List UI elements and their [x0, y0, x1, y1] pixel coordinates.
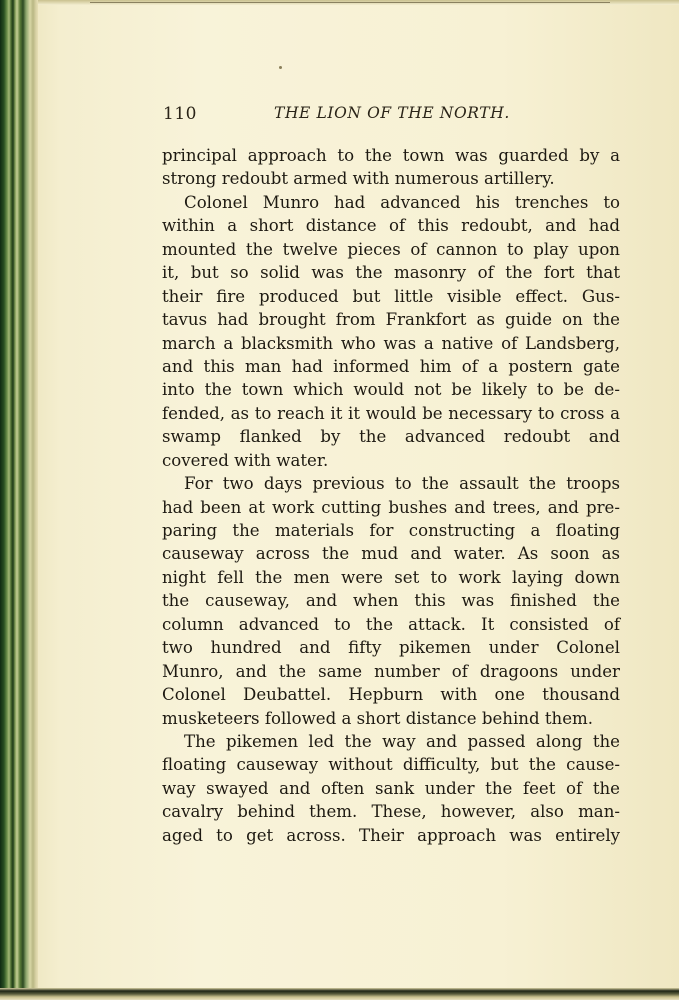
paper-speck [279, 66, 282, 69]
page-number: 110 [163, 104, 197, 124]
running-title: THE LION OF THE NORTH. [274, 104, 510, 122]
text-line: For two days previous to the assault the troops [184, 474, 620, 494]
text-line: their fire produced but little visible effect. Gus- [162, 286, 620, 306]
text-line: floating causeway without difficulty, but the cause- [162, 755, 620, 775]
text-line: principal approach to the town was guarded by a [162, 146, 620, 165]
page-top-rule [90, 2, 610, 3]
text-line: within a short distance of this redoubt, and had [162, 216, 620, 236]
page-bottom-edge [0, 988, 679, 1000]
text-line: it, but so solid was the masonry of the fort that [162, 263, 620, 283]
body-text [162, 144, 620, 847]
text-line: two hundred and fifty pikemen under Colonel [162, 638, 620, 658]
text-line: causeway across the mud and water. As soon as [162, 544, 620, 564]
text-line: Colonel Munro had advanced his trenches to [184, 192, 620, 212]
text-line: musketeers followed a short distance behind them. [162, 708, 594, 728]
text-line: aged to get across. Their approach was entirely [162, 825, 620, 845]
running-head [163, 104, 618, 128]
text-line: march a blacksmith who was a native of Landsberg, [162, 333, 620, 353]
text-line: tavus had brought from Frankfort as guide on the [162, 310, 620, 330]
text-line: mounted the twelve pieces of cannon to play upon [162, 239, 620, 259]
text-line: The pikemen led the way and passed along the [184, 731, 620, 751]
text-line: and this man had informed him of a postern gate [162, 356, 620, 376]
text-line: night fell the men were set to work laying down [162, 567, 620, 587]
text-line: Colonel Deubattel. Hepburn with one thousand [162, 685, 620, 705]
text-line: column advanced to the attack. It consisted of [162, 614, 620, 634]
text-line: swamp flanked by the advanced redoubt and [162, 427, 620, 447]
text-line: Munro, and the same number of dragoons under [162, 661, 620, 681]
text-line: had been at work cutting bushes and trees, and pre- [162, 497, 620, 517]
text-line: into the town which would not be likely to be de- [162, 380, 620, 400]
text-line: cavalry behind them. These, however, also man- [162, 802, 620, 822]
text-line: the causeway, and when this was finished the [162, 591, 620, 611]
text-line: way swayed and often sank under the feet of the [162, 778, 620, 798]
text-line: paring the materials for constructing a floating [162, 521, 620, 540]
book-spine-binding [0, 0, 38, 1000]
text-line: strong redoubt armed with numerous artillery. [162, 169, 555, 189]
text-line: fended, as to reach it it would be necessary to cross a [162, 403, 620, 423]
text-line: covered with water. [162, 450, 329, 470]
